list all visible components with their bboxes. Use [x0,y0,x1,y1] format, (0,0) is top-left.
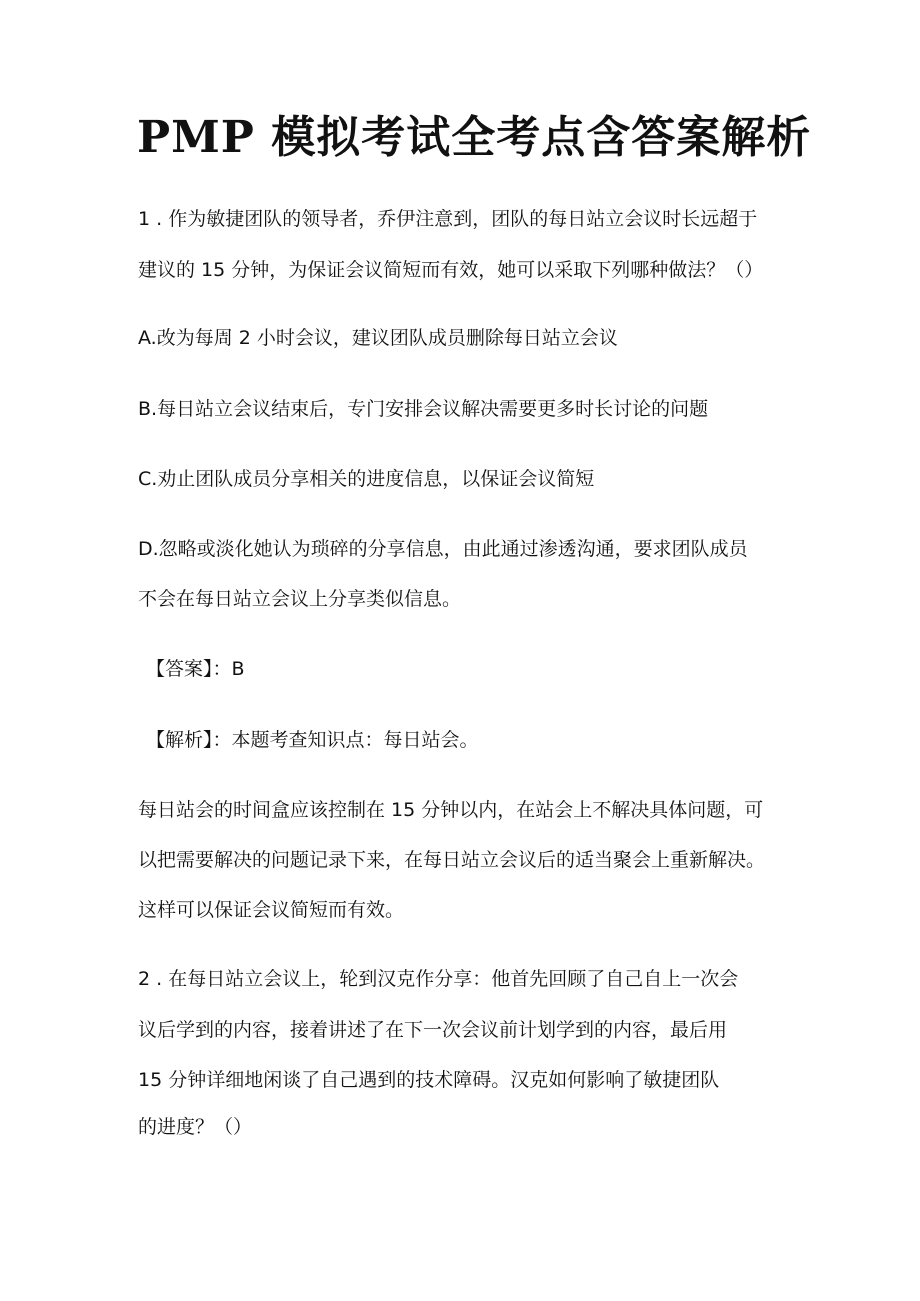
question-2-text-line-4: 的进度？（） [138,1116,253,1138]
question-1-option-a: A.改为每周 2 小时会议，建议团队成员删除每日站立会议 [138,327,618,349]
question-2-text-line-1: 2 . 在每日站立会议上，轮到汉克作分享：他首先回顾了自己自上一次会 [138,968,739,990]
question-1-option-c: C.劝止团队成员分享相关的进度信息，以保证会议简短 [138,468,595,490]
question-2-text-line-3: 15 分钟详细地闲谈了自己遇到的技术障碍。汉克如何影响了敏捷团队 [138,1069,720,1091]
question-1-option-d-line-2: 不会在每日站立会议上分享类似信息。 [138,588,462,610]
question-1-explanation-line-3: 这样可以保证会议简短而有效。 [138,899,405,921]
question-1-text-line-1: 1 . 作为敏捷团队的领导者，乔伊注意到，团队的每日站立会议时长远超于 [138,208,758,230]
question-1-option-b: B.每日站立会议结束后，专门安排会议解决需要更多时长讨论的问题 [138,398,709,420]
document-title: PMP 模拟考试全考点含答案解析 [137,112,812,163]
question-1-explanation-line-2: 以把需要解决的问题记录下来，在每日站立会议后的适当聚会上重新解决。 [138,849,766,871]
question-1-text-line-2: 建议的 15 分钟，为保证会议简短而有效，她可以采取下列哪种做法？（） [138,259,764,281]
question-1-analysis-label: 【解析】：本题考查知识点：每日站会。 [146,729,479,751]
question-1-option-d-line-1: D.忽略或淡化她认为琐碎的分享信息，由此通过渗透沟通，要求团队成员 [138,538,748,560]
question-1-explanation-line-1: 每日站会的时间盒应该控制在 15 分钟以内，在站会上不解决具体问题，可 [138,799,764,821]
question-1-answer: 【答案】：B [146,658,245,680]
question-2-text-line-2: 议后学到的内容，接着讲述了在下一次会议前计划学到的内容，最后用 [138,1019,728,1041]
